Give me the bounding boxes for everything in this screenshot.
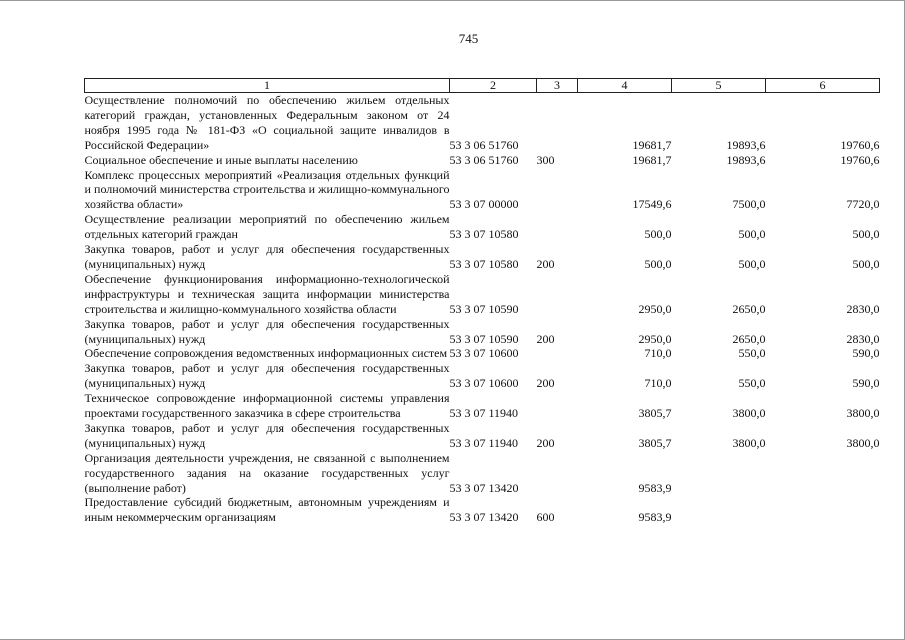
row-csr-code: 53 3 07 13420 xyxy=(449,510,519,525)
column-header-1: 1 xyxy=(85,79,450,93)
row-value-2: 500,0 xyxy=(738,227,766,242)
table-row xyxy=(85,391,880,421)
row-name: Закупка товаров, работ и услуг для обеспечения государственных (муниципальных) нужд xyxy=(84,420,450,450)
table-row xyxy=(85,346,880,361)
row-value-2: 500,0 xyxy=(738,256,766,271)
row-csr-code: 53 3 07 13420 xyxy=(449,480,519,495)
row-name: Обеспечение сопровождения ведомственных информационных систем xyxy=(84,346,448,361)
row-value-3: 3800,0 xyxy=(846,406,880,421)
row-value-3: 19760,6 xyxy=(840,137,880,152)
row-value-3: 590,0 xyxy=(852,346,880,361)
budget-table xyxy=(84,78,880,525)
row-csr-code: 53 3 06 51760 xyxy=(449,152,519,167)
page-number: 745 xyxy=(458,31,479,46)
row-value-3: 3800,0 xyxy=(846,435,880,450)
column-header-4: 4 xyxy=(578,79,672,93)
row-value-1: 9583,9 xyxy=(638,480,672,495)
table-row xyxy=(85,212,880,242)
row-vr-code xyxy=(537,451,578,496)
row-value-2: 19893,6 xyxy=(726,152,766,167)
row-vr-code xyxy=(537,391,578,421)
row-value-1: 710,0 xyxy=(644,346,672,361)
row-name: Закупка товаров, работ и услуг для обеспечения государственных (муниципальных) нужд xyxy=(84,316,450,346)
row-value-2: 550,0 xyxy=(738,346,766,361)
row-value-1: 2950,0 xyxy=(638,301,672,316)
row-value-3: 500,0 xyxy=(852,256,880,271)
row-csr-code: 53 3 07 10600 xyxy=(449,346,519,361)
table-row xyxy=(85,361,880,391)
row-csr-code: 53 3 07 10600 xyxy=(449,376,519,391)
row-value-3 xyxy=(766,451,880,496)
row-value-2: 19893,6 xyxy=(726,137,766,152)
page-edge-top xyxy=(0,0,905,1)
row-value-2: 2650,0 xyxy=(732,301,766,316)
row-value-1: 17549,6 xyxy=(632,197,672,212)
table-row xyxy=(85,421,880,451)
table-row xyxy=(85,451,880,496)
table-row xyxy=(85,153,880,168)
row-name: Комплекс процессных мероприятий «Реализация отдельных функций и полномочий министерства строительства и жилищно-коммунального хозяйства области» xyxy=(84,167,450,212)
table-row xyxy=(85,272,880,317)
row-value-2: 2650,0 xyxy=(732,331,766,346)
table-row xyxy=(85,242,880,272)
table-header-row xyxy=(85,79,880,93)
row-value-1: 19681,7 xyxy=(632,137,672,152)
row-name: Закупка товаров, работ и услуг для обеспечения государственных (муниципальных) нужд xyxy=(84,242,450,271)
row-csr-code: 53 3 07 10580 xyxy=(449,227,519,242)
row-vr-code xyxy=(537,168,578,213)
row-name: Закупка товаров, работ и услуг для обеспечения государственных (муниципальных) нужд xyxy=(84,361,450,391)
row-value-1: 9583,9 xyxy=(638,510,672,525)
row-value-3: 19760,6 xyxy=(840,152,880,167)
row-value-3 xyxy=(766,495,880,525)
row-value-1: 3805,7 xyxy=(638,435,672,450)
row-name: Техническое сопровождение информационной системы управления проектами государственного заказчика в сфере строительства xyxy=(84,391,450,421)
row-vr-code: 600 xyxy=(536,510,555,525)
row-value-2 xyxy=(672,495,766,525)
row-name: Предоставление субсидий бюджетным, автономным учреждениям и иным некоммерческим организациям xyxy=(84,495,450,525)
row-name: Осуществление реализации мероприятий по обеспечению жильем отдельных категорий граждан xyxy=(84,212,450,242)
row-value-1: 19681,7 xyxy=(632,152,672,167)
row-name: Осуществление полномочий по обеспечению жильем отдельных категорий граждан, установленных Федеральным законом от 24 ноября 1995 года № 181-ФЗ «О социальной защите инвалидов в Российской Федерации» xyxy=(84,93,450,152)
row-csr-code: 53 3 07 10580 xyxy=(449,256,519,271)
row-vr-code xyxy=(537,93,578,153)
row-value-3: 7720,0 xyxy=(846,197,880,212)
row-vr-code xyxy=(537,346,578,361)
row-value-2 xyxy=(672,451,766,496)
column-header-5: 5 xyxy=(672,79,766,93)
table-row xyxy=(85,93,880,153)
table-row xyxy=(85,168,880,213)
row-value-1: 500,0 xyxy=(644,227,672,242)
row-vr-code: 200 xyxy=(536,256,555,271)
row-value-3: 2830,0 xyxy=(846,331,880,346)
row-csr-code: 53 3 06 51760 xyxy=(449,137,519,152)
column-header-3: 3 xyxy=(537,79,578,93)
column-header-2: 2 xyxy=(450,79,537,93)
row-value-2: 550,0 xyxy=(738,376,766,391)
row-value-2: 7500,0 xyxy=(732,197,766,212)
row-name: Обеспечение функционирования информационно-технологической инфраструктуры и техническая защита информации министерства строительства и жилищно-коммунального хозяйства области xyxy=(84,271,450,316)
row-csr-code: 53 3 07 11940 xyxy=(449,435,519,450)
column-header-6: 6 xyxy=(766,79,880,93)
row-name: Социальное обеспечение и иные выплаты населению xyxy=(84,152,358,167)
row-value-3: 2830,0 xyxy=(846,301,880,316)
row-value-1: 3805,7 xyxy=(638,406,672,421)
row-csr-code: 53 3 07 11940 xyxy=(449,406,519,421)
table-row xyxy=(85,317,880,347)
row-csr-code: 53 3 07 10590 xyxy=(449,331,519,346)
row-csr-code: 53 3 07 00000 xyxy=(449,197,519,212)
row-vr-code: 300 xyxy=(536,152,555,167)
row-name: Организация деятельности учреждения, не связанной с выполнением государственного задания на оказание государственных услуг (выполнение работ) xyxy=(84,450,450,495)
row-csr-code: 53 3 07 10590 xyxy=(449,301,519,316)
row-vr-code xyxy=(537,212,578,242)
row-value-2: 3800,0 xyxy=(732,406,766,421)
row-vr-code: 200 xyxy=(536,435,555,450)
row-value-2: 3800,0 xyxy=(732,435,766,450)
row-vr-code: 200 xyxy=(536,331,555,346)
row-value-1: 710,0 xyxy=(644,376,672,391)
row-value-3: 500,0 xyxy=(852,227,880,242)
row-value-1: 2950,0 xyxy=(638,331,672,346)
row-value-1: 500,0 xyxy=(644,256,672,271)
table-row xyxy=(85,495,880,525)
row-value-3: 590,0 xyxy=(852,376,880,391)
row-vr-code: 200 xyxy=(536,376,555,391)
row-vr-code xyxy=(537,272,578,317)
